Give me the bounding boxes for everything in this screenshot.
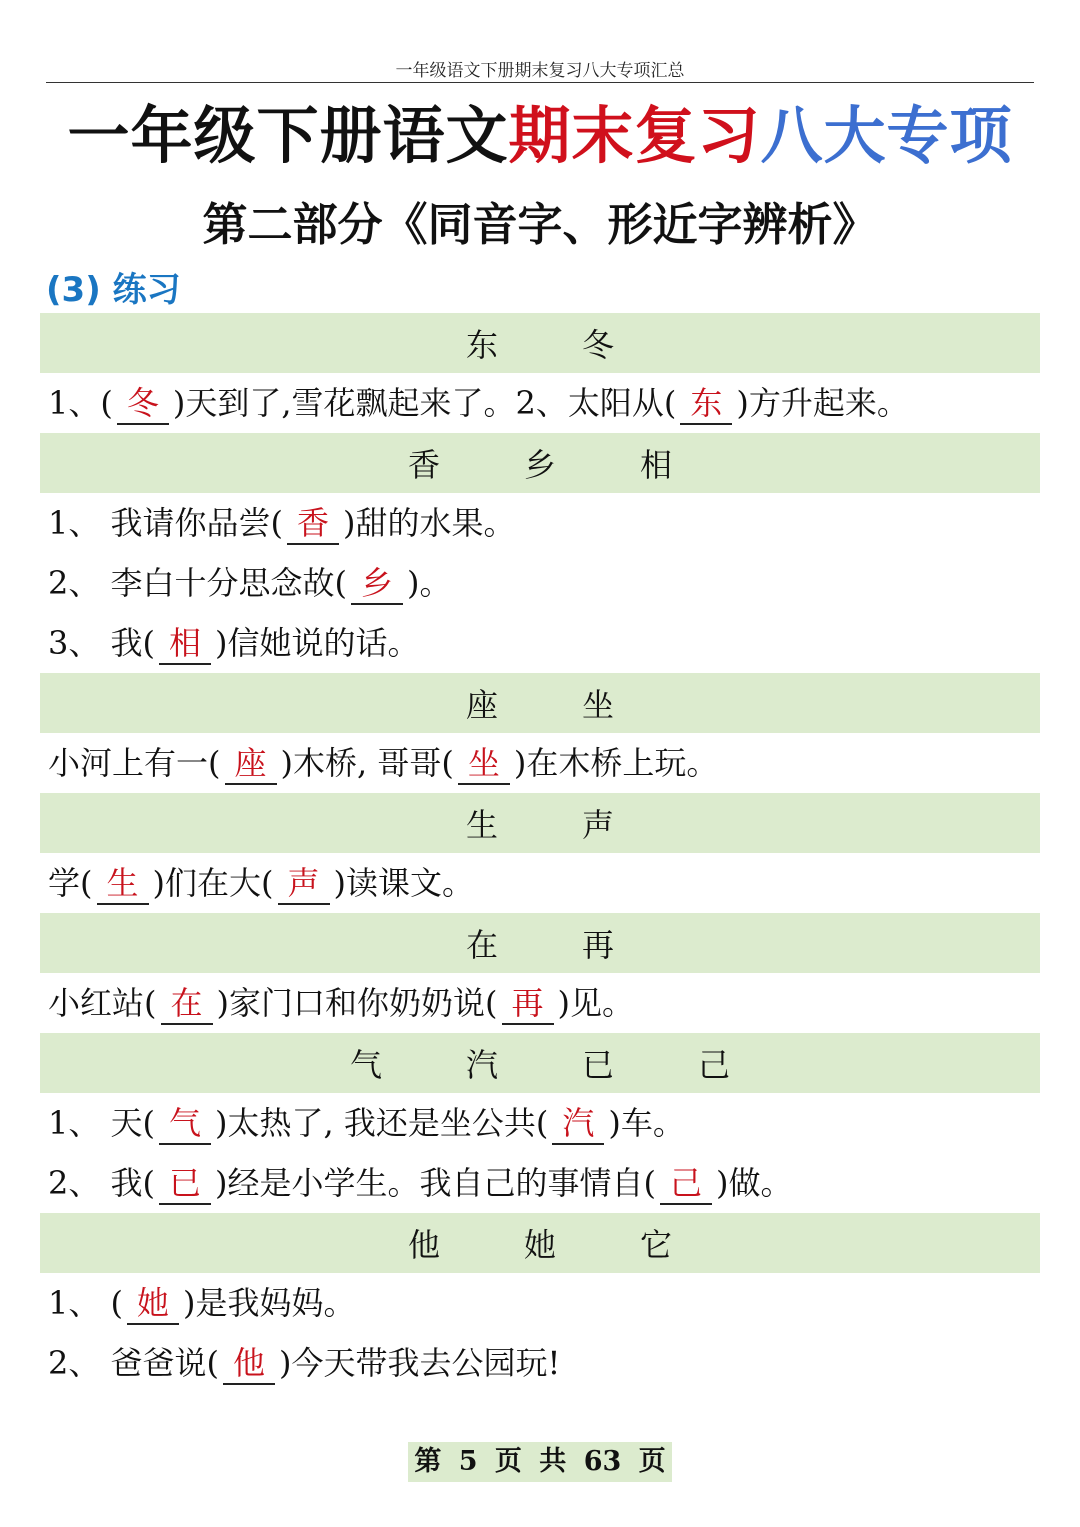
sentence-text: 2、 爸爸说( <box>48 1344 220 1382</box>
exercise-sentence <box>40 493 1040 553</box>
page-number: 第 5 页 共 63 页 <box>408 1442 671 1482</box>
answer-blank[interactable]: 香 <box>287 503 339 545</box>
answer-blank[interactable]: 乡 <box>351 563 403 605</box>
sentence-text: )经是小学生。我自己的事情自( <box>215 1164 657 1202</box>
answer-blank[interactable]: 生 <box>97 863 149 905</box>
page-footer <box>0 1442 1080 1482</box>
answer-blank[interactable]: 座 <box>225 743 277 785</box>
group-char: 已 <box>581 1046 614 1084</box>
title-part-red: 期末复习 <box>508 99 761 172</box>
section-label: (3) 练习 <box>46 270 181 310</box>
group-char: 己 <box>697 1046 730 1084</box>
exercise-list <box>40 313 1040 1393</box>
answer-blank[interactable]: 在 <box>161 983 213 1025</box>
sentence-text: 1、( <box>48 384 113 422</box>
sentence-text: )见。 <box>557 984 635 1022</box>
exercise-sentence <box>40 1153 1040 1213</box>
page-title <box>0 94 1080 178</box>
answer-blank[interactable]: 再 <box>502 983 554 1025</box>
answer-blank[interactable]: 冬 <box>117 383 169 425</box>
char-group-header <box>40 313 1040 373</box>
char-group-header <box>40 673 1040 733</box>
group-char: 乡 <box>523 446 556 484</box>
sentence-text: 学( <box>48 864 93 902</box>
answer-blank[interactable]: 他 <box>223 1343 275 1385</box>
running-head: 一年级语文下册期末复习八大专项汇总 <box>395 61 685 81</box>
answer-blank[interactable]: 已 <box>159 1163 211 1205</box>
sentence-text: 小红站( <box>48 984 157 1022</box>
sentence-text: )方升起来。 <box>736 384 909 422</box>
group-char: 声 <box>581 806 614 844</box>
sentence-text: 3、 我( <box>48 624 156 662</box>
group-char: 气 <box>349 1046 382 1084</box>
group-char: 再 <box>581 926 614 964</box>
answer-blank[interactable]: 己 <box>660 1163 712 1205</box>
char-group-header <box>40 913 1040 973</box>
sentence-text: )做。 <box>716 1164 793 1202</box>
sentence-text: )。 <box>407 564 452 602</box>
exercise-sentence <box>40 373 1040 433</box>
exercise-sentence <box>40 973 1040 1033</box>
answer-blank[interactable]: 坐 <box>458 743 510 785</box>
group-char: 冬 <box>581 326 614 364</box>
sentence-text: )太热了, 我还是坐公共( <box>215 1104 549 1142</box>
sentence-text: 小河上有一( <box>48 744 221 782</box>
group-char: 相 <box>639 446 672 484</box>
group-char: 坐 <box>581 686 614 724</box>
exercise-sentence <box>40 1093 1040 1153</box>
title-part-blue: 八大专项 <box>760 99 1013 172</box>
sentence-text: )信她说的话。 <box>215 624 420 662</box>
sentence-text: 1、 天( <box>48 1104 156 1142</box>
group-char: 她 <box>523 1226 556 1264</box>
answer-blank[interactable]: 声 <box>278 863 330 905</box>
exercise-sentence <box>40 1273 1040 1333</box>
group-char: 他 <box>407 1226 440 1264</box>
sentence-text: )车。 <box>608 1104 685 1142</box>
sentence-text: )家门口和你奶奶说( <box>216 984 498 1022</box>
answer-blank[interactable]: 汽 <box>552 1103 604 1145</box>
answer-blank[interactable]: 气 <box>159 1103 211 1145</box>
sentence-text: )木桥, 哥哥( <box>280 744 454 782</box>
title-part-black: 一年级下册语文 <box>67 99 509 172</box>
answer-blank[interactable]: 东 <box>680 383 732 425</box>
sentence-text: )今天带我去公园玩! <box>279 1344 561 1382</box>
header-divider <box>46 82 1034 83</box>
exercise-sentence <box>40 853 1040 913</box>
sentence-text: )在木桥上玩。 <box>513 744 719 782</box>
char-group-header <box>40 793 1040 853</box>
sentence-text: )天到了,雪花飘起来了。2、太阳从( <box>172 384 677 422</box>
group-char: 汽 <box>465 1046 498 1084</box>
answer-blank[interactable]: 她 <box>127 1283 179 1325</box>
exercise-sentence <box>40 553 1040 613</box>
page-subtitle: 第二部分《同音字、形近字辨析》 <box>202 198 878 251</box>
sentence-text: 2、 李白十分思念故( <box>48 564 348 602</box>
exercise-sentence <box>40 613 1040 673</box>
sentence-text: )甜的水果。 <box>343 504 516 542</box>
group-char: 生 <box>465 806 498 844</box>
exercise-sentence <box>40 733 1040 793</box>
group-char: 它 <box>639 1226 672 1264</box>
sentence-text: )们在大( <box>152 864 274 902</box>
exercise-sentence <box>40 1333 1040 1393</box>
group-char: 香 <box>407 446 440 484</box>
group-char: 东 <box>465 326 498 364</box>
char-group-header <box>40 1213 1040 1273</box>
char-group-header <box>40 1033 1040 1093</box>
sentence-text: 1、 我请你品尝( <box>48 504 284 542</box>
answer-blank[interactable]: 相 <box>159 623 211 665</box>
sentence-text: 1、 ( <box>48 1284 124 1322</box>
char-group-header <box>40 433 1040 493</box>
sentence-text: )是我妈妈。 <box>183 1284 356 1322</box>
group-char: 在 <box>465 926 498 964</box>
sentence-text: 2、 我( <box>48 1164 156 1202</box>
sentence-text: )读课文。 <box>333 864 475 902</box>
group-char: 座 <box>465 686 498 724</box>
